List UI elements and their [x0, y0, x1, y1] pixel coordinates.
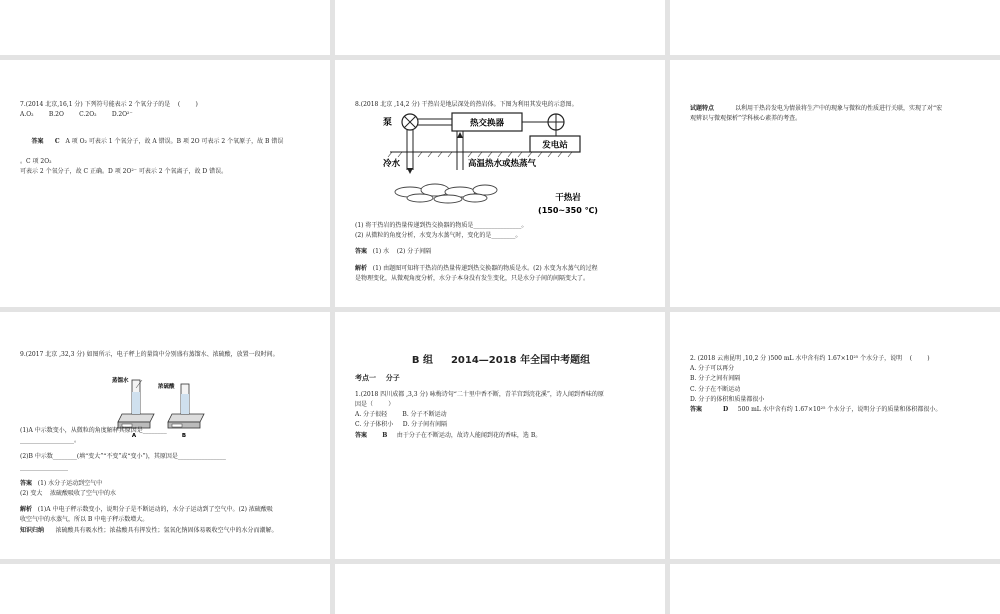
sulfuric-acid-label: 浓硫酸: [158, 384, 175, 390]
q2-question: 2. (2018 云南昆明 ,10,2 分 )500 mL 水中含有约 1.67×10²⁵ 个水分子，说明 ( ): [690, 355, 930, 362]
q9-question: 9.(2017 北京 ,32,3 分) 如图所示，电子秤上的量筒中分别盛有蒸馏水、浓硫酸，放置一段时间。: [20, 351, 279, 358]
q9-sub2: (2)B 中示数________(填“变大”“不变”或“变小”)，其原因是________________: [20, 453, 226, 461]
b-q1: 1.(2018 四川成都 ,3,3 分) 咏梅诗句“二十里中香不断，青羊宫到浣花溪”，诗人闻到香味的原: [355, 390, 604, 398]
b-q1-answer-text: 由于分子在不断运动，故诗人能闻到花的香味，选 B。: [396, 431, 542, 439]
page-question-2: [670, 312, 1000, 559]
q9-analysis-label: 解析: [20, 506, 33, 514]
scale-b-label: B: [181, 433, 187, 439]
distilled-water-label: 蒸馏水: [112, 378, 129, 384]
kaodian-heading: 考点一 分子: [355, 373, 400, 382]
rock-shapes: [395, 184, 497, 203]
q2-opt-d: D. 分子的体积和质量都很小: [690, 395, 765, 403]
b-q1-answer-letter: B: [382, 431, 388, 439]
q9-analysis-line2: 收空气中的水蒸气，所以 B 中电子秤示数增大。: [20, 516, 149, 524]
q9-sub1b: __________________。: [20, 437, 81, 445]
q7-answer-line3: 可表示 2 个氧分子，故 C 正确。D 项 2O²⁻ 可表示 2 个氧离子，故 D 错误。: [20, 168, 228, 176]
q9-answer-label: 答案: [20, 479, 33, 487]
scale-a-label: A: [131, 433, 137, 439]
hot-water-label: 高温热水或热蒸气: [468, 159, 537, 169]
q2-answer-label: 答案: [690, 405, 703, 413]
rock-temp-label: (150~350 ℃): [538, 206, 598, 215]
q8-sub1: (1) 将干热岩的热量传递到热交换器的物质是________________。: [355, 222, 528, 229]
q9-knowledge: [20, 526, 312, 536]
page-bottom-right: [670, 564, 1000, 614]
group-b-heading: [355, 352, 647, 369]
q8-analysis-line2: 是物理变化，从微观角度分析，水分子本身没有发生变化，只是水分子间的间隔变大了。: [355, 274, 590, 282]
q8-answer-label: 答案: [355, 248, 368, 256]
q9-knowledge-label: 知识归纳: [20, 526, 45, 534]
page-feature-note: [670, 60, 1000, 307]
feature-line1: [690, 104, 982, 114]
b-q1b: 因是（ ）: [355, 401, 395, 409]
page-question-9: [0, 312, 330, 559]
q7-answer-letter: C: [54, 137, 60, 145]
q9-sub1: (1)A 中示数变小，从微粒的角度解释其原因是________: [20, 427, 167, 434]
q9-answer: [20, 479, 312, 489]
q9-analysis-line1: (1)A 中电子秤示数变小，说明分子是不断运动的，水分子运动到了空气中。(2) 浓硫酸吸: [37, 506, 273, 514]
q7-answer-text: A 项 O₂ 可表示 1 个氧分子，故 A 错误。B 项 2O 可表示 2 个氧原子，故 B 错误: [65, 137, 284, 145]
q9-sub2b: ________________: [20, 463, 68, 471]
page-question-8: [335, 60, 665, 307]
q7-answer-line2: 。C 项 2O₂: [20, 157, 52, 165]
rock-label: 干热岩: [555, 193, 581, 203]
b-q1-answer: [355, 431, 647, 441]
q2-answer-text: 500 mL 水中含有约 1.67×10²⁵ 个水分子，说明分子的质量和体积都很小。: [737, 405, 942, 413]
page-top-right: [670, 0, 1000, 55]
q8-analysis-line1: (1) 由题图可知将干热岩的热量传递到热交换器的物质是水。(2) 水变为水蒸气的过程: [372, 264, 598, 272]
b-q1-answer-label: 答案: [355, 431, 368, 439]
q7-answer-label: 答案: [31, 137, 44, 145]
b-q1-options-row1: [355, 410, 647, 420]
q8-question: 8.(2018 北京 ,14,2 分) 干热岩是地层深处的热岩体。下图为利用其发电的示意图。: [355, 101, 578, 108]
q2-answer-letter: D: [723, 405, 729, 413]
page-bottom-left: [0, 564, 330, 614]
q8-sub2: (2) 从微粒的角度分析，水变为水蒸气时，变化的是________。: [355, 232, 522, 240]
q9-knowledge-text: 浓硫酸具有吸水性；浓盐酸具有挥发性；氢氧化钠固体易吸收空气中的水分而潮解。: [55, 526, 278, 534]
page-top-left: [0, 0, 330, 55]
b-q1-opt-d: D. 分子间有间隔: [402, 421, 448, 429]
b-q1-opt-a: A. 分子很轻: [355, 411, 388, 419]
group-b-years: 2014—2018 年全国中考题组: [450, 355, 591, 366]
q2-opt-c: C. 分子在不断运动: [690, 385, 741, 393]
q2-opt-a: A. 分子可以再分: [690, 365, 735, 373]
geothermal-diagram: [380, 110, 610, 225]
feature-text1: 以利用干热岩发电为情景将生产中的现象与微粒的性质进行关联，实现了对“宏: [735, 105, 943, 112]
cold-water-label: 冷水: [383, 159, 401, 169]
group-b-label: B 组: [411, 355, 433, 366]
power-station-label: 发电站: [542, 140, 568, 151]
heat-exchanger-label: 热交换器: [469, 118, 505, 129]
q7-answer: [20, 126, 312, 157]
b-q1-opt-b: B. 分子不断运动: [402, 411, 447, 419]
q8-analysis-label: 解析: [355, 264, 368, 272]
q9-answer-line2: (2) 变大 浓硫酸吸收了空气中的水: [20, 489, 117, 497]
page-question-7: [0, 60, 330, 307]
feature-label: 试题特点: [690, 105, 715, 112]
q7-options: A.O₂ B.2O C.2O₂ D.2O²⁻: [20, 111, 133, 119]
feature-line2: 观辨识与微观探析”学科核心素养的考查。: [690, 115, 802, 123]
b-q1-opt-c: C. 分子体积小: [355, 421, 394, 429]
page-group-b: [335, 312, 665, 559]
q7-question: 7.(2014 北京,16,1 分) 下列符号能表示 2 个氧分子的是 ( ): [20, 101, 198, 108]
q8-answer: [355, 247, 647, 257]
q9-answer-line1: (1) 水分子运动到空气中: [37, 479, 103, 487]
b-q1-options-row2: [355, 420, 647, 430]
q2-answer: [690, 405, 982, 415]
page-top-middle: [335, 0, 665, 55]
page-bottom-middle: [335, 564, 665, 614]
q8-answer-text: (1) 水 (2) 分子间隔: [372, 248, 432, 256]
q2-opt-b: B. 分子之间有间隔: [690, 375, 741, 383]
pump-label: 泵: [383, 118, 393, 128]
q9-analysis: [20, 505, 312, 515]
q8-analysis: [355, 264, 647, 274]
